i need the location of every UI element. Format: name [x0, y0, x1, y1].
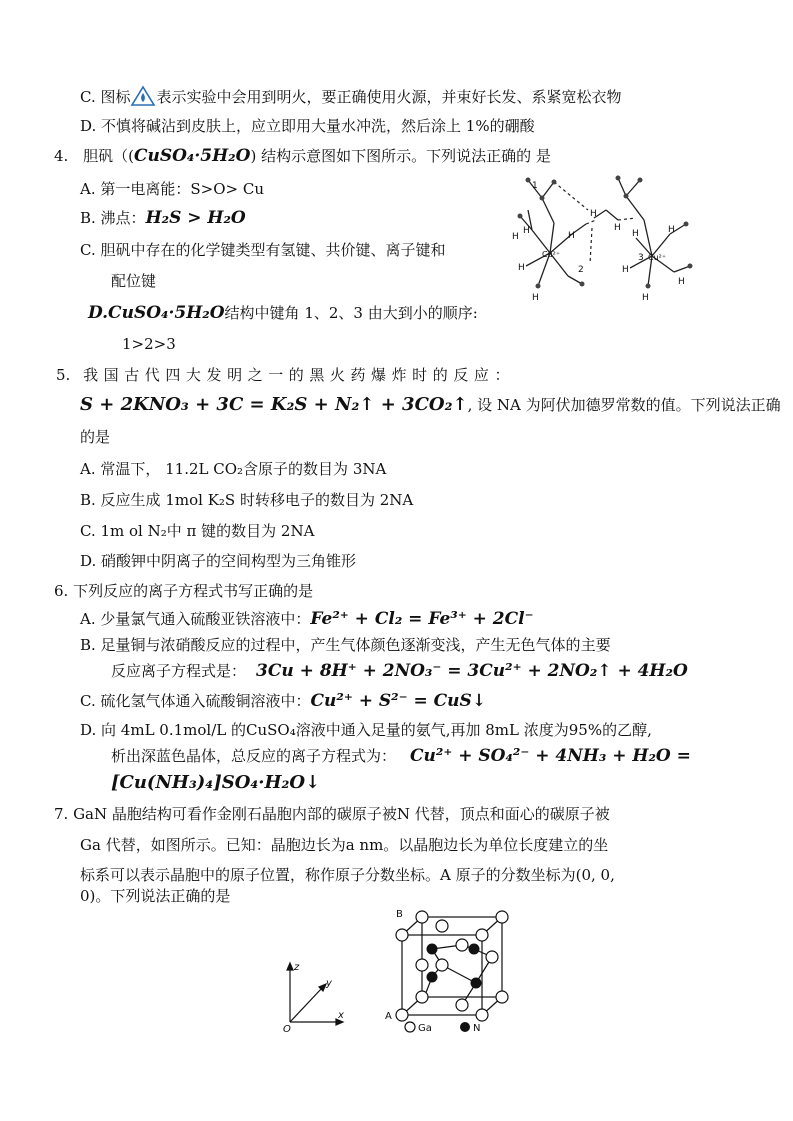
axis-x-label: x — [338, 1010, 344, 1021]
q5-option-d: D. 硝酸钾中阴离子的空间构型为三角锥形 — [80, 552, 357, 570]
q7-line4: 0)。下列说法正确的是 — [80, 887, 231, 905]
q5-option-c: C. 1m ol N₂中 π 键的数目为 2NA — [80, 522, 315, 540]
q6-b-prefix: 反应离子方程式是： — [111, 662, 247, 680]
legend-ga-label: Ga — [418, 1023, 432, 1034]
q4-b-formula: H₂S > H₂O — [145, 208, 246, 228]
q5-equation-line — [80, 394, 781, 416]
structure-label-h: H — [678, 277, 685, 287]
structure-label-h: H — [668, 225, 675, 235]
structure-label-h: H — [632, 229, 639, 239]
q5-equation: S + 2KNO₃ + 3C = K₂S + N₂↑ + 3CO₂↑ — [80, 394, 468, 415]
q4-option-c-line2: 配位键 — [111, 272, 157, 290]
q6-option-d-line3 — [111, 772, 320, 794]
origin-label: O — [283, 1024, 291, 1034]
q3-c-text: 表示实验中会用到明火，要正确使用火源，并束好长发、系紧宽松衣物 — [156, 88, 622, 106]
q6-option-b-line2 — [111, 660, 688, 682]
q6-a-equation: Fe²⁺ + Cl₂ = Fe³⁺ + 2Cl⁻ — [310, 609, 534, 629]
q6-c-equation: Cu²⁺ + S²⁻ = CuS↓ — [310, 691, 487, 711]
structure-label-h: H — [622, 265, 629, 275]
q4-b-prefix: B. 沸点： — [80, 209, 146, 227]
q5-option-b: B. 反应生成 1mol K₂S 时转移电子的数目为 2NA — [80, 491, 414, 509]
gan-unit-cell-figure — [380, 905, 520, 1035]
q6-d-equation: Cu²⁺ + SO₄²⁻ + 4NH₃ + H₂O = — [410, 746, 691, 766]
q5-eq-post: , 设 NA 为阿伏加德罗常数的值。下列说法正确 — [467, 396, 781, 414]
bond-angle-1-label: 1 — [532, 181, 538, 191]
flame-warning-icon — [130, 85, 156, 107]
structure-label-h: H — [590, 209, 597, 219]
q3-option-d: D. 不慎将碱沾到皮肤上，应立即用大量水冲洗，然后涂上 1%的硼酸 — [80, 117, 535, 135]
q3-option-c — [80, 85, 622, 108]
q5-option-a: A. 常温下， 11.2L CO₂含原子的数目为 3NA — [80, 460, 387, 478]
q4-option-d-line2: 1>2>3 — [122, 335, 176, 353]
q3-c-prefix: C. 图标 — [80, 88, 131, 106]
q6-option-b-line1: B. 足量铜与浓硝酸反应的过程中，产生气体颜色逐渐变浅，产生无色气体的主要 — [80, 636, 611, 654]
atom-a-label: A — [385, 1011, 392, 1022]
bond-angle-3-label: 3 — [638, 253, 644, 263]
structure-label-h: H — [518, 263, 525, 273]
q7-line1: 7. GaN 晶胞结构可看作金刚石晶胞内部的碳原子被N 代替，顶点和面心的碳原子被 — [54, 805, 610, 823]
q6-stem: 6. 下列反应的离子方程式书写正确的是 — [54, 582, 314, 600]
structure-label-h: H — [512, 232, 519, 242]
q5-stem-end: 的是 — [80, 428, 111, 446]
structure-label-h: H — [523, 226, 530, 236]
q4-d-formula: D.CuSO₄·5H₂O — [88, 303, 225, 323]
q6-c-prefix: C. 硫化氢气体通入硫酸铜溶液中： — [80, 692, 311, 710]
structure-label-h: H — [642, 293, 649, 303]
q4-number: 4. — [54, 147, 69, 165]
q4-d-text: 结构中键角 1、2、3 由大到小的顺序: — [224, 304, 478, 322]
q4-stem — [54, 145, 551, 167]
q6-d-prefix: 析出深蓝色晶体，总反应的离子方程式为： — [111, 747, 397, 765]
legend-n-label: N — [473, 1023, 481, 1034]
structure-label-h: H — [614, 223, 621, 233]
q5-stem-line1 — [56, 364, 696, 386]
q6-option-a — [80, 608, 534, 630]
axis-z-label: z — [294, 962, 300, 973]
q6-option-d-line2 — [111, 745, 691, 767]
q4-option-c-line1: C. 胆矾中存在的化学键类型有氢键、共价键、离子键和 — [80, 241, 446, 259]
legend-ga-marker — [405, 1022, 415, 1032]
atom-b-label: B — [396, 909, 403, 920]
coordinate-axes-figure — [280, 958, 350, 1034]
q6-a-prefix: A. 少量氯气通入硫酸亚铁溶液中： — [80, 610, 311, 628]
q6-option-d-line1: D. 向 4mL 0.1mol/L 的CuSO₄溶液中通入足量的氨气,再加 8mL 浓度为95%的乙醇, — [80, 721, 652, 739]
q5-number: 5. — [56, 366, 71, 384]
structure-label-cu-left: Cu²⁺ — [542, 250, 561, 259]
q7-line2: Ga 代替，如图所示。已知：晶胞边长为a nm。以晶胞边长为单位长度建立的坐 — [80, 836, 609, 854]
legend-n-marker — [460, 1022, 470, 1032]
q4-stem-post: ) 结构示意图如下图所示。下列说法正确的 是 — [250, 147, 551, 165]
q4-stem-pre: 胆矾（( — [83, 147, 134, 165]
q6-d-equation-end: [Cu(NH₃)₄]SO₄·H₂O↓ — [111, 772, 321, 793]
q4-stem-formula: CuSO₄·5H₂O — [133, 146, 251, 166]
structure-label-cu-right: Cu²⁺ — [648, 253, 667, 262]
q4-option-a: A. 第一电离能：S>O> Cu — [80, 180, 264, 198]
structure-label-h: H — [532, 293, 539, 303]
cuso4-structure-figure — [502, 168, 712, 308]
structure-label-h: H — [568, 231, 575, 241]
axis-y-label: y — [326, 978, 332, 989]
q6-b-equation: 3Cu + 8H⁺ + 2NO₃⁻ = 3Cu²⁺ + 2NO₂↑ + 4H₂O — [256, 661, 688, 681]
q6-option-c — [80, 690, 486, 712]
q7-line3: 标系可以表示晶胞中的原子位置，称作原子分数坐标。A 原子的分数坐标为(0, 0, — [80, 866, 615, 884]
q5-stem: 我 国 古 代 四 大 发 明 之 一 的 黑 火 药 爆 炸 时 的 反 应 ： — [83, 366, 510, 384]
bond-angle-2-label: 2 — [578, 265, 584, 275]
q4-option-b — [80, 207, 246, 229]
q4-option-d — [88, 302, 478, 324]
